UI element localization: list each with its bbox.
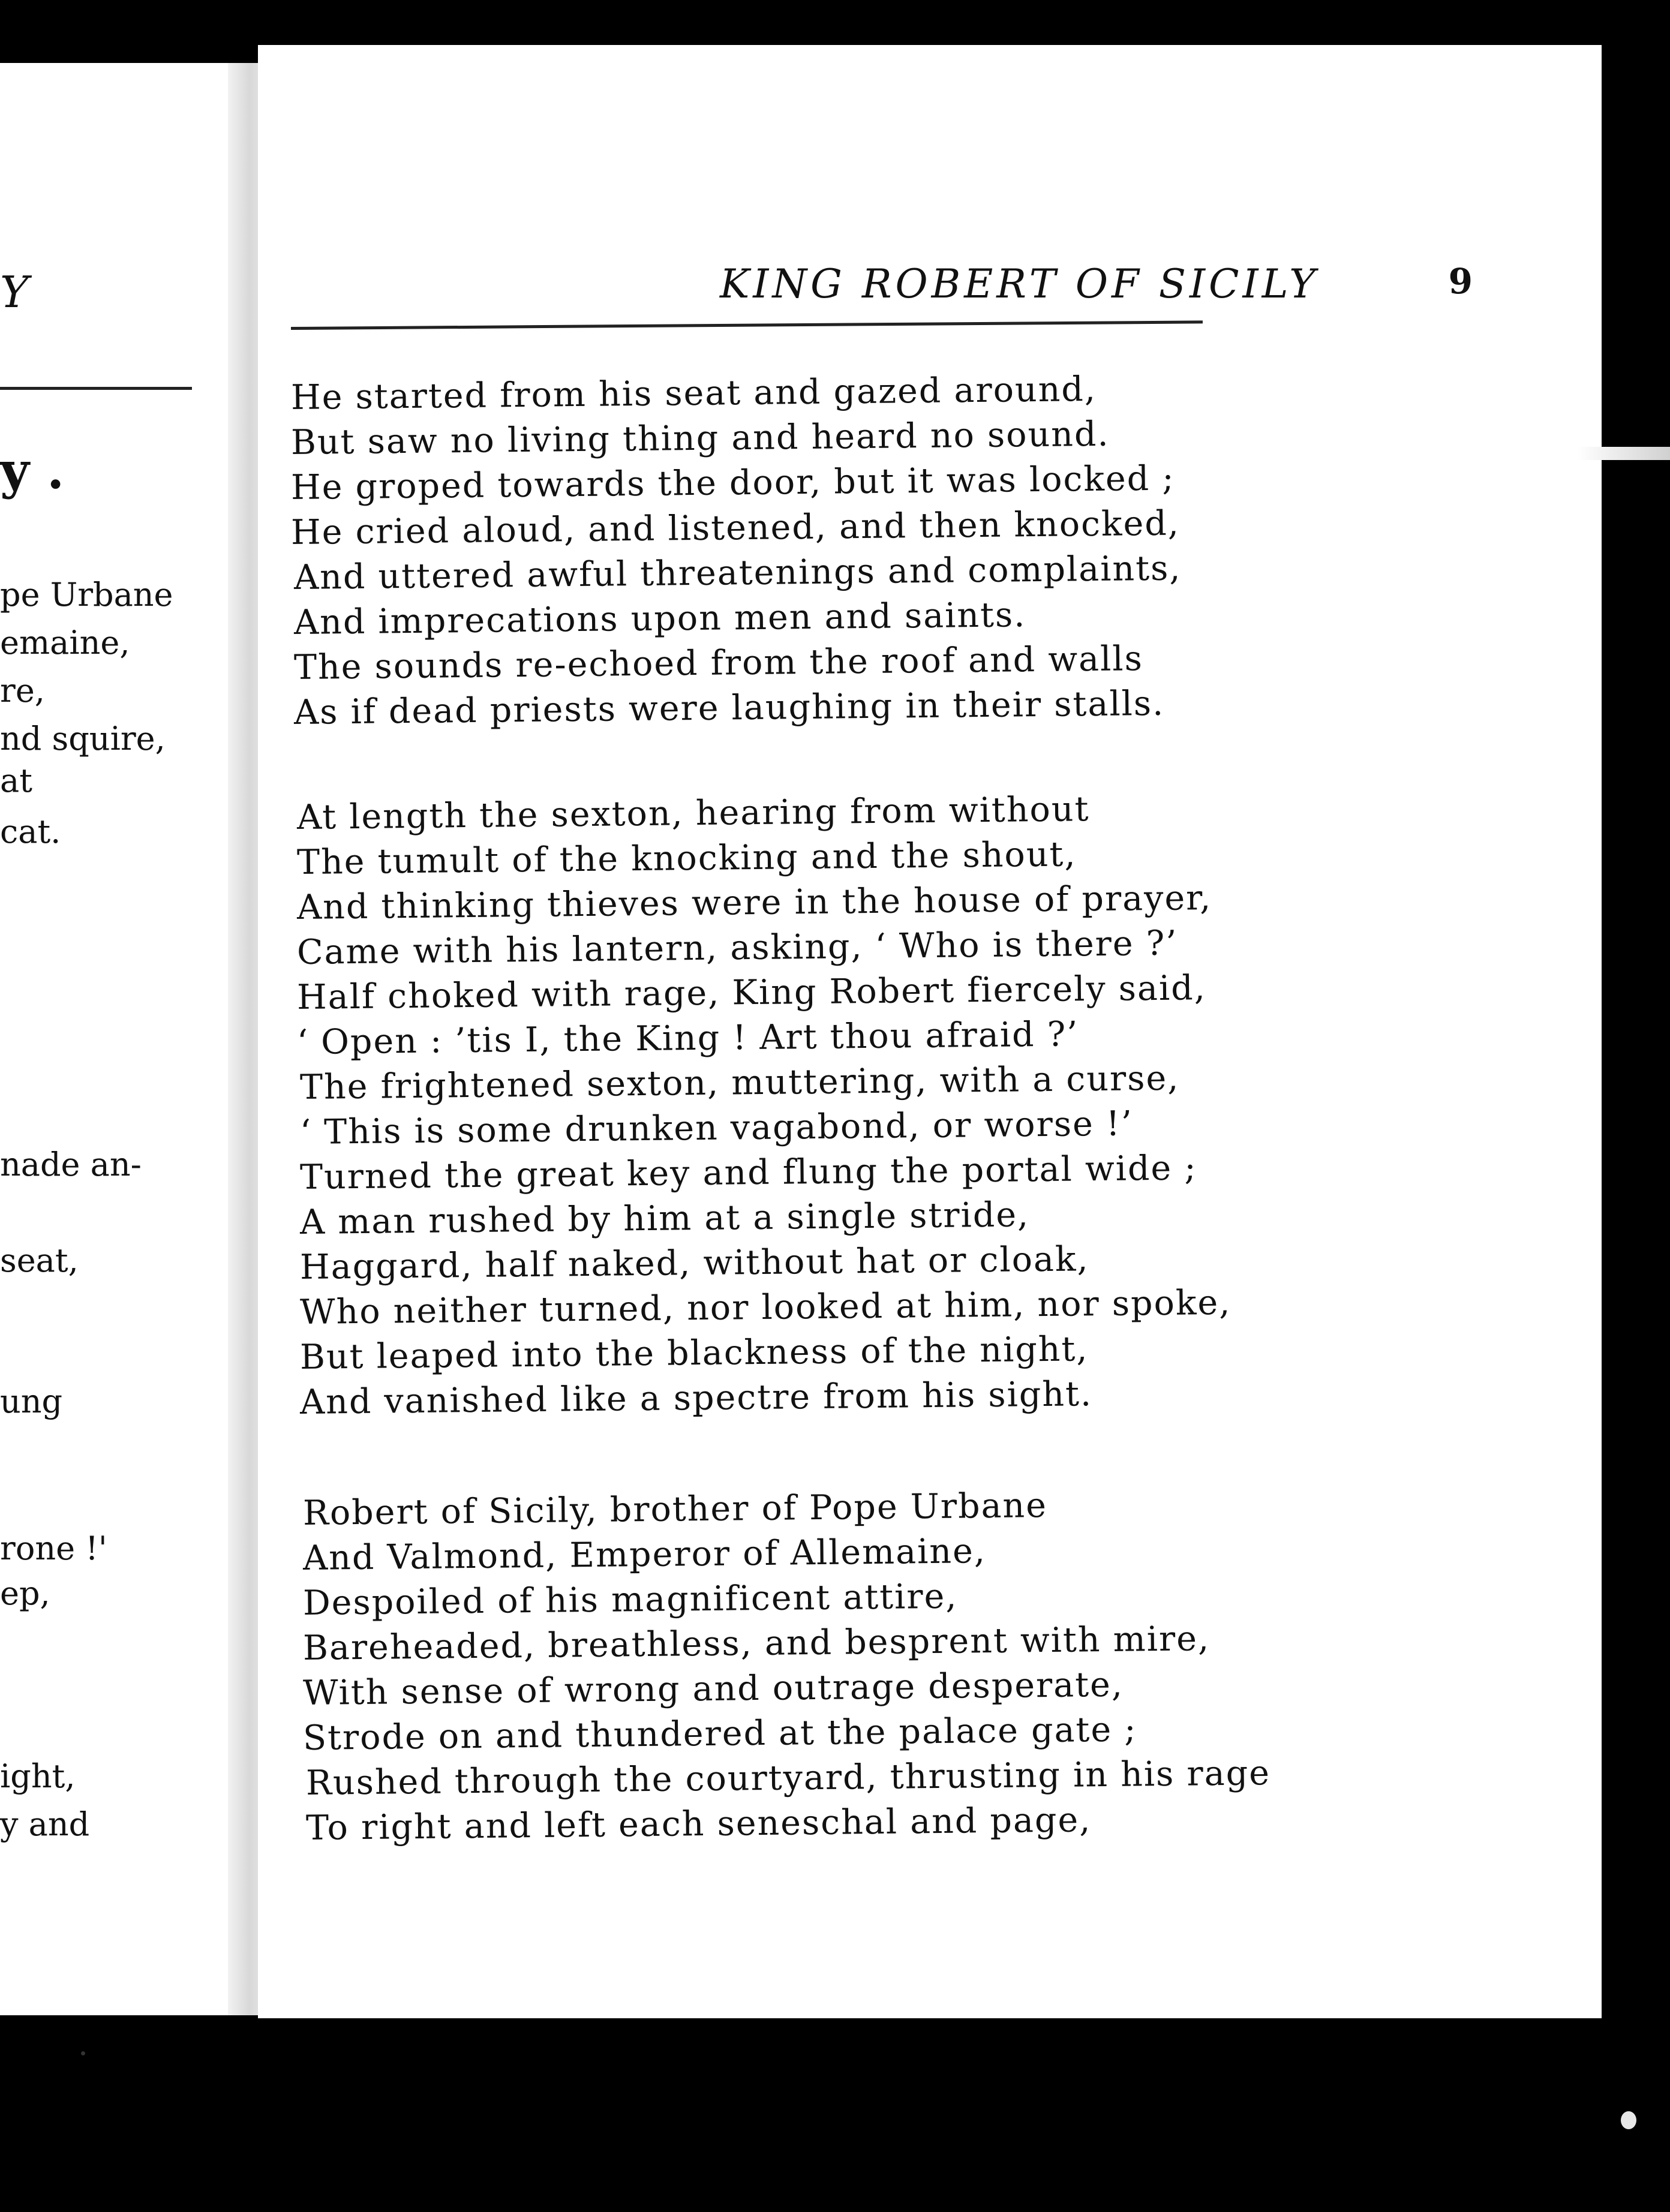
poem-line: Strode on and thundered at the palace gate ; — [302, 1709, 1137, 1758]
poem-line: At length the sexton, hearing from without — [296, 789, 1090, 837]
poem-line: And imprecations upon men and saints. — [293, 595, 1026, 642]
poem-line: A man rushed by him at a single stride, — [299, 1195, 1030, 1242]
previous-line: at — [0, 762, 32, 800]
current-page — [258, 45, 1602, 2018]
poem-line: He started from his seat and gazed around, — [290, 369, 1097, 417]
poem-line: The frightened sexton, muttering, with a curse, — [299, 1058, 1180, 1107]
head-rule — [291, 320, 1203, 330]
running-title: KING ROBERT OF SICILY — [720, 261, 1319, 307]
poem-line: And Valmond, Emperor of Allemaine, — [302, 1531, 987, 1578]
previous-line: rone !' — [0, 1529, 107, 1567]
ink-speck — [81, 2051, 85, 2055]
poem-line: But leaped into the blackness of the night, — [299, 1329, 1089, 1377]
previous-title-fragment: y . — [0, 441, 65, 500]
previous-head-rule — [0, 387, 192, 390]
page-number: 9 — [1448, 261, 1473, 302]
poem-line: With sense of wrong and outrage desperate, — [302, 1664, 1124, 1713]
poem-line: ‘ Open : ’tis I, the King ! Art thou afraid ?’ — [296, 1014, 1079, 1062]
previous-line: ung — [0, 1382, 63, 1420]
previous-line: nade an- — [0, 1146, 142, 1183]
previous-line: pe Urbane — [0, 576, 173, 614]
previous-line: seat, — [0, 1242, 79, 1279]
previous-line: re, — [0, 672, 45, 710]
poem-line: Despoiled of his magnificent attire, — [302, 1576, 958, 1623]
poem-line: As if dead priests were laughing in their stalls. — [293, 683, 1165, 732]
running-head — [477, 261, 1473, 321]
previous-line: nd squire, — [0, 720, 166, 758]
poem-line: He groped towards the door, but it was locked ; — [290, 458, 1175, 507]
poem-line: Rushed through the courtyard, thrusting in his rage — [305, 1753, 1271, 1803]
poem-line: He cried aloud, and listened, and then knocked, — [290, 503, 1181, 552]
previous-page-fragment — [0, 63, 252, 2015]
poem-line: Bareheaded, breathless, and besprent with mire, — [302, 1619, 1211, 1668]
poem-line: Came with his lantern, asking, ‘ Who is there ?’ — [296, 923, 1178, 972]
poem-line: Who neither turned, nor looked at him, nor spoke, — [299, 1282, 1232, 1332]
poem-line: Turned the great key and flung the portal wide ; — [299, 1148, 1197, 1197]
poem-line: ‘ This is some drunken vagabond, or worse !’ — [299, 1104, 1134, 1152]
previous-line: y and — [0, 1805, 90, 1843]
poem-line: Robert of Sicily, brother of Pope Urbane — [302, 1486, 1048, 1533]
poem-line: And thinking thieves were in the house of prayer, — [296, 878, 1212, 927]
previous-line: ep, — [0, 1574, 50, 1612]
previous-line: ight, — [0, 1757, 76, 1795]
previous-running-head-fragment: Y — [0, 267, 29, 317]
poem-line: And uttered awful threatenings and complaints, — [293, 548, 1182, 597]
poem-line: But saw no living thing and heard no sound. — [290, 414, 1110, 462]
scan-speck — [1621, 2111, 1636, 2129]
poem-line: The sounds re-echoed from the roof and walls — [293, 639, 1144, 687]
scan-edge-artifact — [1578, 447, 1670, 460]
poem-line: The tumult of the knocking and the shout, — [296, 834, 1077, 882]
poem-line: And vanished like a spectre from his sight. — [299, 1374, 1093, 1422]
previous-line: cat. — [0, 813, 61, 850]
poem-line: To right and left each seneschal and page, — [305, 1800, 1092, 1848]
previous-line: emaine, — [0, 624, 130, 662]
poem-line: Half choked with rage, King Robert fiercely said, — [296, 968, 1207, 1017]
poem-line: Haggard, half naked, without hat or cloak, — [299, 1239, 1089, 1287]
